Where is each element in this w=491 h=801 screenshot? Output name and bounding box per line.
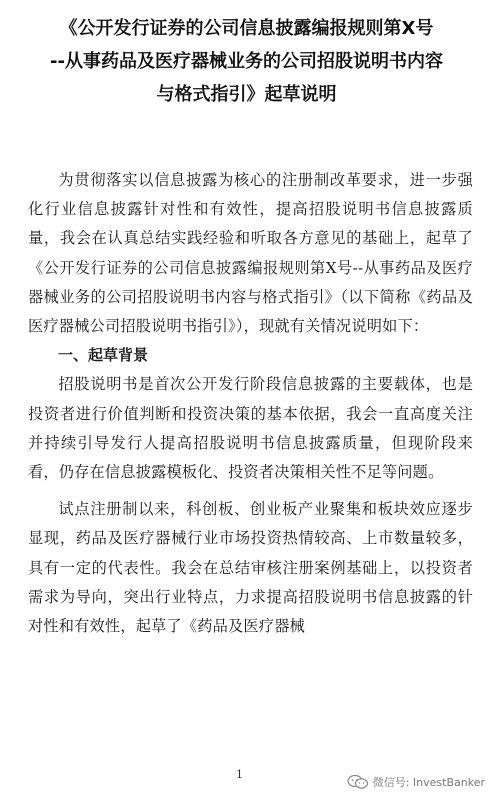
wechat-icon: [347, 774, 369, 790]
watermark-text: 微信号: InvestBanker: [372, 776, 485, 789]
background-paragraph-2: 试点注册制以来，科创板、创业板产业聚集和板块效应逐步显现，药品及医疗器械行业市场投资热情较高、上市数量较多，具有一定的代表性。我会在总结审核注册案例基础上，以投资者需求为导向，突出行业特点，力求提高招股说明书信息披露的针对性和有效性，起草了《药品及医疗器械: [28, 500, 473, 636]
document-body: [28, 166, 473, 641]
title-line-2: --从事药品及医疗器械业务的公司招股说明书内容: [50, 51, 443, 72]
section-heading-background: 一、起草背景: [58, 346, 149, 365]
background-paragraph-1: 招股说明书是首次公开发行阶段信息披露的主要载体，也是投资者进行价值判断和投资决策的基本依据，我会一直高度关注并持续引导发行人提高招股说明书信息披露质量，但现阶段来看，仍存在信息披露模板化、投资者决策相关性不足等问题。: [28, 375, 473, 482]
title-line-3: 与格式指引》起草说明: [156, 84, 337, 105]
intro-paragraph: 为贯彻落实以信息披露为核心的注册制改革要求，进一步强化行业信息披露针对性和有效性，提高招股说明书信息披露质量，我会在认真总结实践经验和听取各方意见的基础上，起草了《公开发行证券的公司信息披露编报规则第X号--从事药品及医疗器械业务的公司招股说明书内容与格式指引》（以下简称《药品及医疗器械公司招股说明书指引》），现就有关情况说明如下：: [28, 171, 473, 336]
document-title: [14, 12, 479, 111]
wechat-watermark: [347, 774, 485, 790]
page-number: 1: [236, 768, 243, 781]
title-line-1: 《公开发行证券的公司信息披露编报规则第X号: [59, 18, 434, 39]
